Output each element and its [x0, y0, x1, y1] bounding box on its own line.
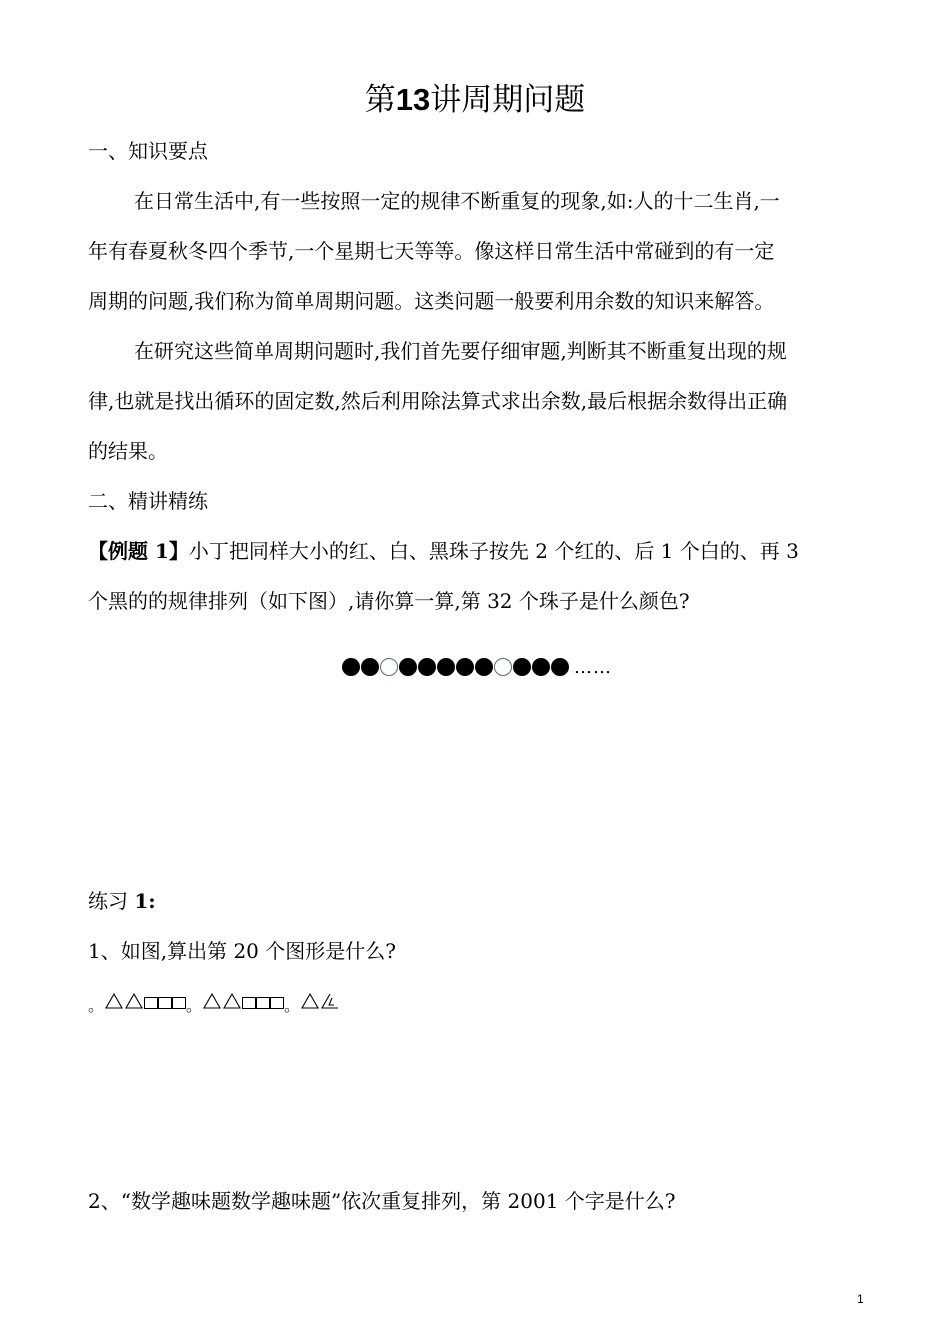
- circle-shape: 。: [284, 995, 301, 1015]
- black-bead: [475, 658, 493, 676]
- paragraph-2-line-3: 的结果。: [88, 439, 168, 463]
- black-bead: [399, 658, 417, 676]
- white-bead: [380, 658, 398, 676]
- paragraph-1-line-2: 年有春夏秋冬四个季节,一个星期七天等等。像这样日常生活中常碰到的有一定: [88, 239, 775, 263]
- square-shape: [144, 997, 158, 1009]
- paragraph-1-line-3: 周期的问题,我们称为简单周期问题。这类问题一般要利用余数的知识来解答。: [88, 289, 775, 313]
- paragraph-1-line-1: 在日常生活中,有一些按照一定的规律不断重复的现象,如:人的十二生肖,一: [134, 189, 780, 213]
- paragraph-2-line-2: 律,也就是找出循环的固定数,然后利用除法算式求出余数,最后根据余数得出正确: [88, 389, 788, 413]
- triangle-shape: [223, 993, 241, 1009]
- triangle-shape: [105, 993, 123, 1009]
- black-bead: [342, 658, 360, 676]
- section-heading-practice: 二、精讲精练: [88, 489, 208, 513]
- white-bead: [494, 658, 512, 676]
- black-bead: [418, 658, 436, 676]
- paragraph-2-line-1: 在研究这些简单周期问题时,我们首先要仔细审题,判断其不断重复出现的规: [134, 339, 787, 363]
- triangle-partial-shape: [321, 993, 339, 1009]
- black-bead: [532, 658, 550, 676]
- square-shape: [242, 997, 256, 1009]
- circle-shape: 。: [88, 995, 105, 1015]
- black-bead: [361, 658, 379, 676]
- black-bead: [513, 658, 531, 676]
- square-shape: [256, 997, 270, 1009]
- circle-shape: 。: [186, 995, 203, 1015]
- title-number: 13: [395, 82, 431, 117]
- page-title: [0, 80, 950, 120]
- shape-sequence-figure: [88, 986, 340, 1016]
- square-shape: [172, 997, 186, 1009]
- practice-label: 练习: [88, 889, 135, 913]
- triangle-shape: [203, 993, 221, 1009]
- title-suffix: 讲周期问题: [430, 82, 586, 118]
- question-1: 1、如图,算出第 20 个图形是什么?: [88, 939, 396, 963]
- practice-number: 1:: [134, 889, 156, 913]
- triangle-shape: [125, 993, 143, 1009]
- example-1-text-1: 小丁把同样大小的红、白、黑珠子按先 2 个红的、后 1 个白的、再 3: [188, 539, 799, 563]
- section-heading-knowledge: 一、知识要点: [88, 139, 208, 163]
- black-bead: [551, 658, 569, 676]
- black-bead: [437, 658, 455, 676]
- triangle-shape: [301, 993, 319, 1009]
- black-bead: [456, 658, 474, 676]
- square-shape: [158, 997, 172, 1009]
- example-1-line-1: [88, 536, 799, 566]
- example-1-line-2: 个黑的的规律排列（如下图）,请你算一算,第 32 个珠子是什么颜色?: [88, 589, 690, 613]
- page-number: 1: [857, 1292, 864, 1306]
- square-shape: [270, 997, 284, 1009]
- bead-ellipsis: ……: [574, 656, 612, 678]
- title-prefix: 第: [364, 82, 396, 118]
- practice-1-heading: [88, 886, 156, 916]
- question-2: 2、“数学趣味题数学趣味题”依次重复排列，第 2001 个字是什么?: [88, 1189, 676, 1213]
- bead-sequence-figure: [342, 656, 612, 678]
- example-1-label: 【例题 1】: [88, 539, 189, 563]
